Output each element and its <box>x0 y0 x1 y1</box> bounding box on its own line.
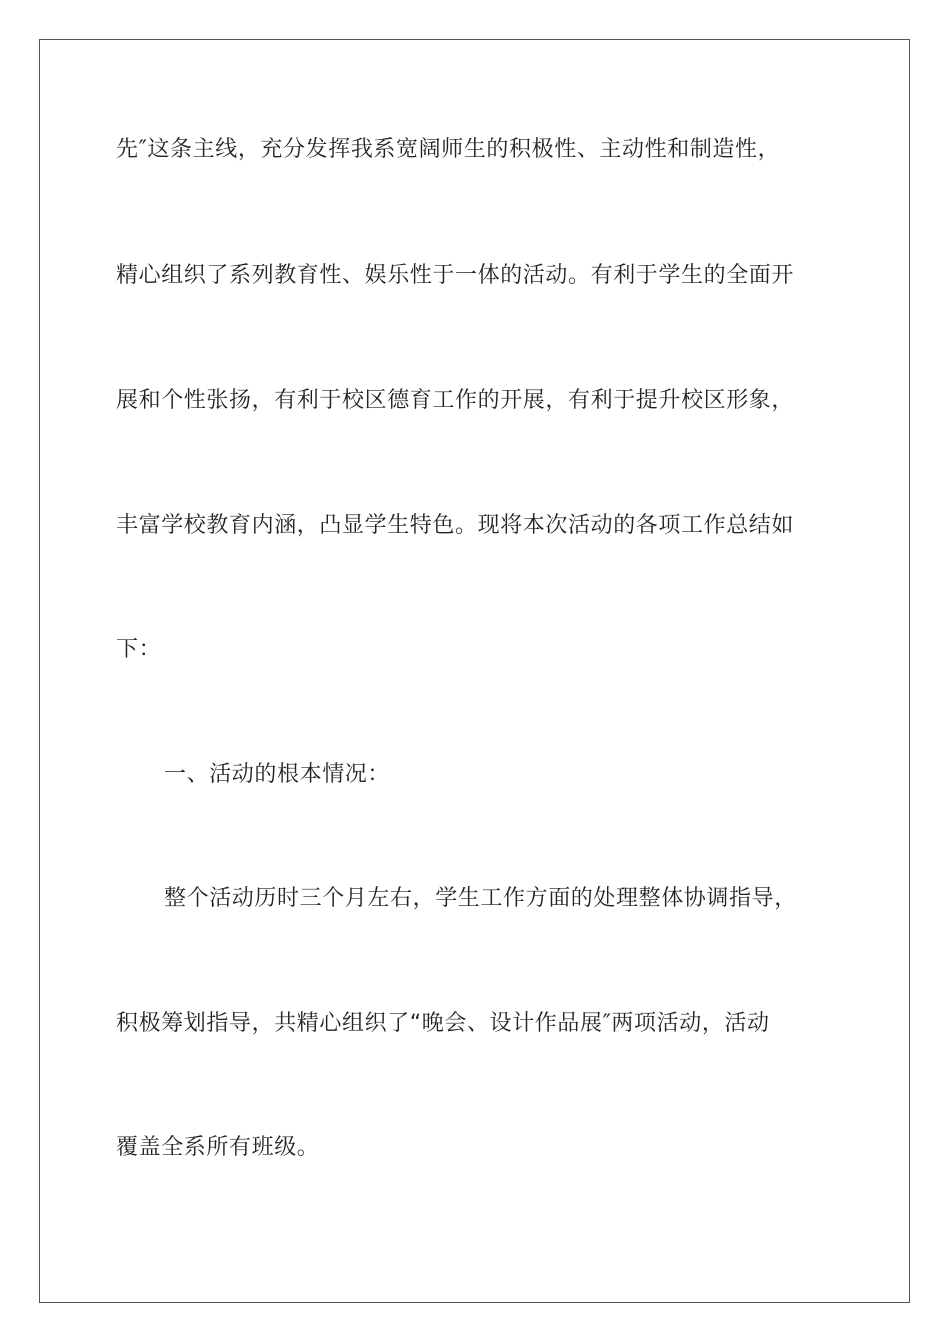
section-heading: 一、活动的根本情况： <box>164 762 391 787</box>
paragraph-line: 下： <box>116 637 162 662</box>
page-frame <box>39 39 910 1303</box>
paragraph-line: 覆盖全系所有班级。 <box>116 1135 320 1160</box>
paragraph-line: 精心组织了系列教育性、娱乐性于一体的活动。有利于学生的全面开 <box>116 263 795 288</box>
paragraph-line: 丰富学校教育内涵，凸显学生特色。现将本次活动的各项工作总结如 <box>116 513 795 538</box>
paragraph-line: 积极筹划指导，共精心组织了“晚会、设计作品展″两项活动，活动 <box>116 1011 770 1036</box>
paragraph-line: 展和个性张扬，有利于校区德育工作的开展，有利于提升校区形象， <box>116 388 795 413</box>
paragraph-line: 先″这条主线，充分发挥我系宽阔师生的积极性、主动性和制造性， <box>116 137 781 162</box>
paragraph-line: 整个活动历时三个月左右，学生工作方面的处理整体协调指导， <box>164 886 797 911</box>
